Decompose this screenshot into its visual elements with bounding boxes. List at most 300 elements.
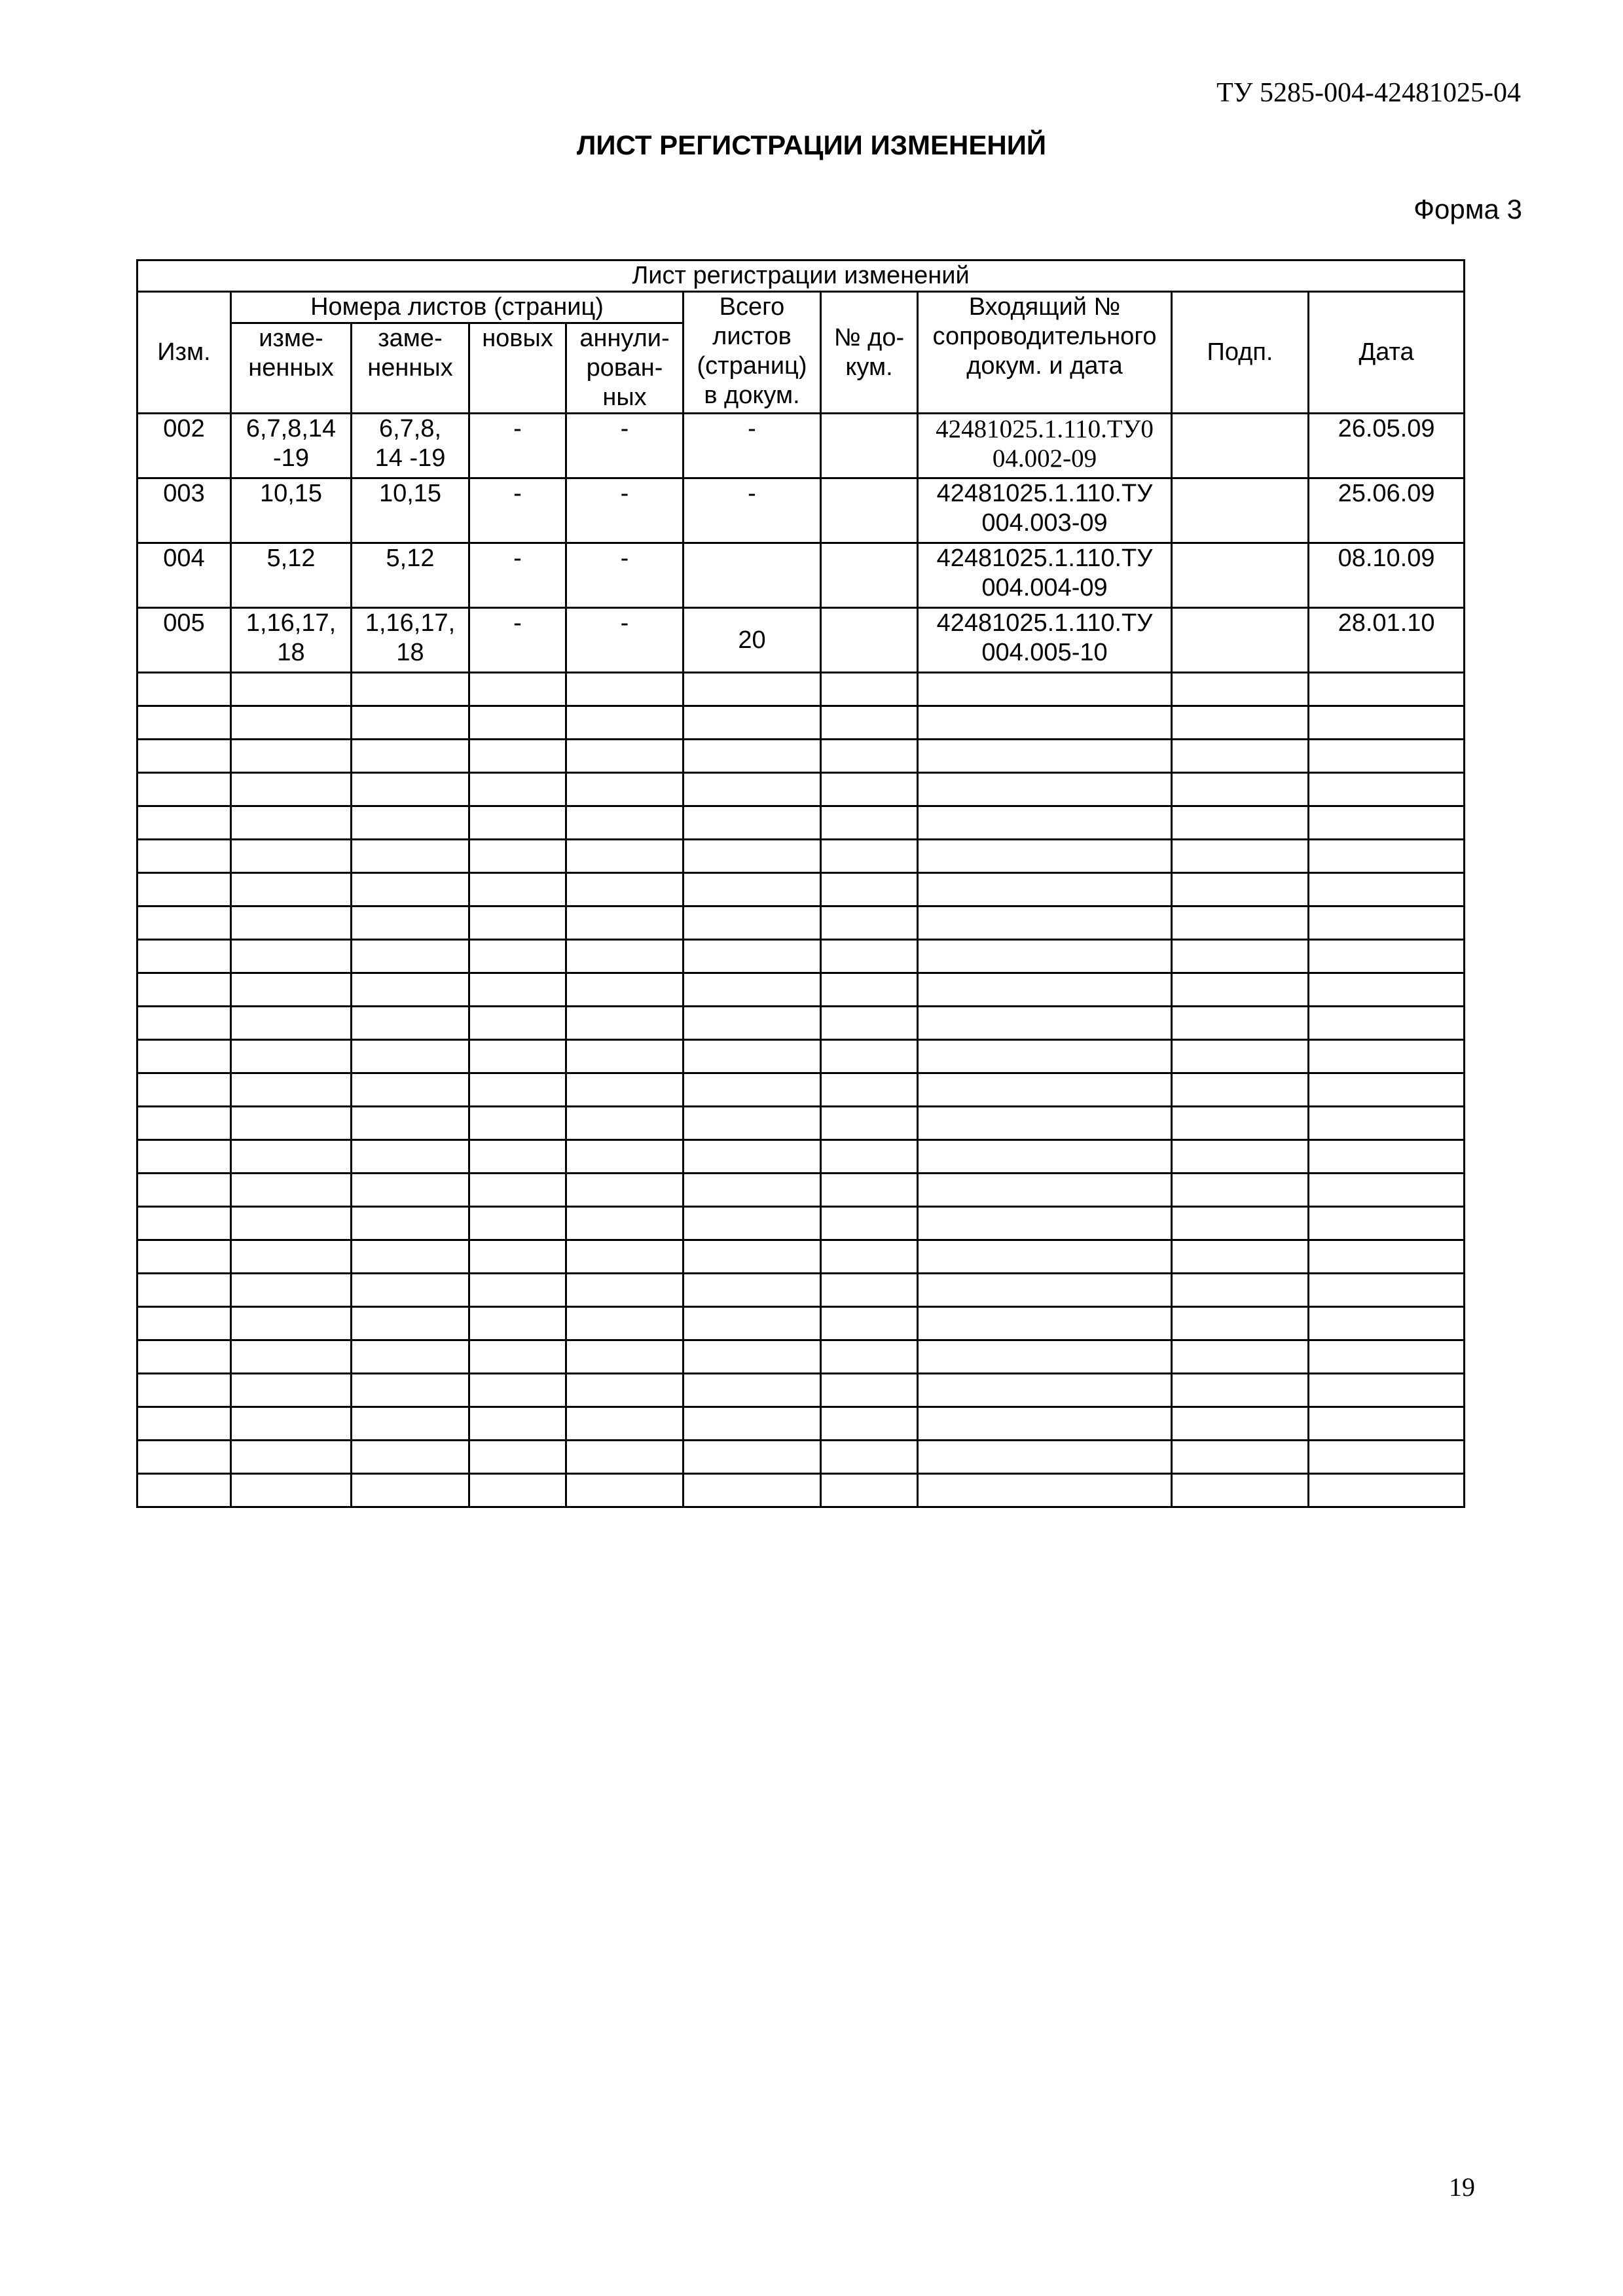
- empty-cell: [821, 1040, 918, 1073]
- empty-cell: [821, 973, 918, 1007]
- empty-cell: [821, 906, 918, 940]
- cell-total: -: [684, 478, 821, 543]
- empty-cell: [821, 1240, 918, 1274]
- empty-cell: [352, 740, 469, 773]
- empty-cell: [352, 1407, 469, 1441]
- empty-cell: [1172, 1274, 1309, 1307]
- empty-cell: [1172, 1374, 1309, 1407]
- empty-cell: [566, 1073, 684, 1107]
- empty-cell: [469, 906, 566, 940]
- empty-cell: [1309, 1140, 1465, 1174]
- empty-cell: [918, 673, 1172, 706]
- header-changed: изме- ненных: [231, 323, 352, 414]
- empty-cell: [137, 1374, 231, 1407]
- empty-cell: [469, 740, 566, 773]
- empty-cell: [566, 1407, 684, 1441]
- empty-cell: [137, 706, 231, 740]
- empty-cell: [1309, 1407, 1465, 1441]
- cell-sign: [1172, 414, 1309, 478]
- empty-cell: [469, 773, 566, 806]
- empty-cell: [1309, 1107, 1465, 1140]
- empty-cell: [566, 1274, 684, 1307]
- empty-cell: [918, 1174, 1172, 1207]
- empty-cell: [231, 973, 352, 1007]
- empty-cell: [918, 1441, 1172, 1474]
- cell-sign: [1172, 478, 1309, 543]
- empty-cell: [469, 840, 566, 873]
- empty-cell: [469, 1040, 566, 1073]
- empty-table-row: [137, 1274, 1465, 1307]
- empty-cell: [918, 1307, 1172, 1340]
- empty-cell: [821, 1207, 918, 1240]
- empty-cell: [469, 1240, 566, 1274]
- empty-table-row: [137, 1474, 1465, 1507]
- empty-cell: [821, 740, 918, 773]
- empty-cell: [231, 940, 352, 973]
- empty-cell: [918, 1207, 1172, 1240]
- empty-cell: [137, 1207, 231, 1240]
- cell-replaced: 5,12: [352, 543, 469, 608]
- empty-cell: [566, 973, 684, 1007]
- cell-incoming: 42481025.1.110.ТУ0 04.002-09: [918, 414, 1172, 478]
- empty-cell: [566, 840, 684, 873]
- cell-incoming: 42481025.1.110.ТУ 004.004-09: [918, 543, 1172, 608]
- empty-cell: [231, 1474, 352, 1507]
- empty-cell: [352, 1374, 469, 1407]
- empty-cell: [1309, 740, 1465, 773]
- empty-cell: [469, 1007, 566, 1040]
- empty-cell: [684, 1307, 821, 1340]
- empty-cell: [684, 1007, 821, 1040]
- empty-cell: [137, 1340, 231, 1374]
- empty-cell: [821, 673, 918, 706]
- empty-table-row: [137, 973, 1465, 1007]
- empty-table-row: [137, 1107, 1465, 1140]
- empty-table-row: [137, 773, 1465, 806]
- table-header-row: [137, 292, 1465, 323]
- empty-cell: [918, 1040, 1172, 1073]
- empty-cell: [821, 706, 918, 740]
- empty-cell: [137, 1441, 231, 1474]
- empty-cell: [231, 840, 352, 873]
- empty-table-row: [137, 706, 1465, 740]
- empty-cell: [684, 1374, 821, 1407]
- empty-cell: [821, 1407, 918, 1441]
- empty-cell: [137, 840, 231, 873]
- empty-cell: [1309, 873, 1465, 906]
- empty-table-row: [137, 1340, 1465, 1374]
- empty-cell: [821, 1107, 918, 1140]
- empty-cell: [566, 773, 684, 806]
- header-total-sheets: Всего листов (страниц) в докум.: [684, 292, 821, 414]
- empty-cell: [231, 740, 352, 773]
- empty-cell: [1309, 940, 1465, 973]
- empty-cell: [352, 1441, 469, 1474]
- page-title: ЛИСТ РЕГИСТРАЦИИ ИЗМЕНЕНИЙ: [576, 130, 1047, 160]
- empty-cell: [918, 906, 1172, 940]
- empty-cell: [684, 1240, 821, 1274]
- empty-cell: [1172, 1007, 1309, 1040]
- cell-incoming: 42481025.1.110.ТУ 004.003-09: [918, 478, 1172, 543]
- empty-cell: [352, 973, 469, 1007]
- empty-cell: [352, 940, 469, 973]
- empty-cell: [1172, 706, 1309, 740]
- cell-sign: [1172, 543, 1309, 608]
- empty-cell: [469, 1174, 566, 1207]
- empty-table-row: [137, 1307, 1465, 1340]
- empty-cell: [566, 1374, 684, 1407]
- header-signature: Подп.: [1172, 292, 1309, 414]
- empty-cell: [684, 1407, 821, 1441]
- empty-cell: [684, 1474, 821, 1507]
- empty-cell: [918, 1274, 1172, 1307]
- header-sheet-numbers: Номера листов (страниц): [231, 292, 684, 323]
- header-incoming-doc: Входящий № сопроводительного докум. и дата: [918, 292, 1172, 414]
- empty-cell: [684, 1140, 821, 1174]
- empty-table-row: [137, 1441, 1465, 1474]
- empty-cell: [1172, 673, 1309, 706]
- empty-cell: [684, 673, 821, 706]
- empty-cell: [1309, 1207, 1465, 1240]
- empty-cell: [821, 1441, 918, 1474]
- empty-cell: [684, 1073, 821, 1107]
- empty-cell: [469, 873, 566, 906]
- empty-cell: [566, 1040, 684, 1073]
- empty-cell: [821, 873, 918, 906]
- empty-cell: [684, 840, 821, 873]
- empty-cell: [1172, 1474, 1309, 1507]
- empty-cell: [821, 1007, 918, 1040]
- empty-cell: [231, 773, 352, 806]
- empty-cell: [469, 706, 566, 740]
- empty-cell: [1172, 1340, 1309, 1374]
- empty-cell: [821, 940, 918, 973]
- empty-table-row: [137, 1073, 1465, 1107]
- empty-cell: [918, 1240, 1172, 1274]
- empty-cell: [137, 1174, 231, 1207]
- cell-new: -: [469, 478, 566, 543]
- cell-replaced: 10,15: [352, 478, 469, 543]
- empty-cell: [352, 1274, 469, 1307]
- empty-cell: [137, 906, 231, 940]
- empty-cell: [684, 906, 821, 940]
- empty-cell: [469, 1374, 566, 1407]
- empty-cell: [137, 1007, 231, 1040]
- empty-table-row: [137, 1040, 1465, 1073]
- empty-cell: [1172, 873, 1309, 906]
- empty-cell: [684, 1274, 821, 1307]
- empty-cell: [918, 973, 1172, 1007]
- empty-table-row: [137, 1174, 1465, 1207]
- header-replaced: заме- ненных: [352, 323, 469, 414]
- empty-cell: [684, 773, 821, 806]
- cell-replaced: 1,16,17, 18: [352, 608, 469, 673]
- empty-cell: [566, 673, 684, 706]
- empty-cell: [1309, 973, 1465, 1007]
- empty-cell: [1172, 1040, 1309, 1073]
- empty-cell: [469, 1274, 566, 1307]
- empty-cell: [137, 1274, 231, 1307]
- cell-date: 26.05.09: [1309, 414, 1465, 478]
- empty-cell: [469, 1107, 566, 1140]
- table-row: [137, 608, 1465, 673]
- empty-cell: [1172, 1073, 1309, 1107]
- empty-cell: [918, 873, 1172, 906]
- empty-cell: [1172, 1207, 1309, 1240]
- empty-cell: [566, 1107, 684, 1140]
- empty-cell: [918, 1340, 1172, 1374]
- empty-cell: [137, 740, 231, 773]
- empty-cell: [1172, 740, 1309, 773]
- empty-cell: [1172, 773, 1309, 806]
- cell-new: -: [469, 414, 566, 478]
- empty-cell: [1309, 1307, 1465, 1340]
- empty-cell: [684, 740, 821, 773]
- empty-cell: [352, 1107, 469, 1140]
- empty-cell: [821, 806, 918, 840]
- cell-changed: 5,12: [231, 543, 352, 608]
- empty-cell: [137, 940, 231, 973]
- empty-cell: [231, 1307, 352, 1340]
- empty-cell: [231, 1040, 352, 1073]
- empty-cell: [918, 1374, 1172, 1407]
- empty-cell: [1309, 840, 1465, 873]
- empty-cell: [469, 940, 566, 973]
- empty-cell: [566, 906, 684, 940]
- empty-cell: [352, 1007, 469, 1040]
- cell-date: 28.01.10: [1309, 608, 1465, 673]
- cell-date: 25.06.09: [1309, 478, 1465, 543]
- empty-cell: [566, 1307, 684, 1340]
- empty-cell: [469, 1340, 566, 1374]
- empty-cell: [566, 706, 684, 740]
- table-row: [137, 478, 1465, 543]
- empty-cell: [469, 1441, 566, 1474]
- cell-changed: 10,15: [231, 478, 352, 543]
- empty-cell: [1309, 1174, 1465, 1207]
- empty-table-row: [137, 740, 1465, 773]
- empty-cell: [352, 1340, 469, 1374]
- empty-cell: [684, 1340, 821, 1374]
- cell-izm: 005: [137, 608, 231, 673]
- document-code: ТУ 5285-004-42481025-04: [1216, 78, 1521, 108]
- empty-table-row: [137, 1374, 1465, 1407]
- empty-cell: [231, 906, 352, 940]
- empty-cell: [684, 1174, 821, 1207]
- empty-cell: [1172, 806, 1309, 840]
- cell-new: -: [469, 608, 566, 673]
- empty-cell: [231, 673, 352, 706]
- cell-new: -: [469, 543, 566, 608]
- empty-cell: [137, 1307, 231, 1340]
- form-label: Форма 3: [1413, 194, 1522, 224]
- empty-cell: [1172, 1107, 1309, 1140]
- cell-date: 08.10.09: [1309, 543, 1465, 608]
- empty-cell: [566, 1340, 684, 1374]
- empty-cell: [1172, 1240, 1309, 1274]
- empty-cell: [231, 1007, 352, 1040]
- empty-cell: [566, 1474, 684, 1507]
- empty-cell: [684, 973, 821, 1007]
- empty-cell: [821, 1140, 918, 1174]
- empty-cell: [352, 906, 469, 940]
- cell-replaced: 6,7,8, 14 -19: [352, 414, 469, 478]
- empty-cell: [566, 1240, 684, 1274]
- empty-table-row: [137, 806, 1465, 840]
- empty-cell: [352, 706, 469, 740]
- empty-cell: [352, 1174, 469, 1207]
- empty-cell: [1309, 806, 1465, 840]
- cell-annulled: -: [566, 478, 684, 543]
- empty-cell: [684, 940, 821, 973]
- empty-cell: [821, 1374, 918, 1407]
- empty-cell: [1172, 1174, 1309, 1207]
- empty-cell: [469, 806, 566, 840]
- empty-cell: [1309, 1240, 1465, 1274]
- empty-cell: [1172, 906, 1309, 940]
- empty-table-row: [137, 1240, 1465, 1274]
- cell-annulled: -: [566, 543, 684, 608]
- empty-cell: [137, 1073, 231, 1107]
- cell-changed: 6,7,8,14 -19: [231, 414, 352, 478]
- empty-cell: [684, 1207, 821, 1240]
- cell-izm: 004: [137, 543, 231, 608]
- empty-cell: [1309, 1274, 1465, 1307]
- empty-cell: [566, 1207, 684, 1240]
- header-annulled: аннули- рован- ных: [566, 323, 684, 414]
- empty-table-row: [137, 1140, 1465, 1174]
- empty-cell: [821, 840, 918, 873]
- empty-cell: [231, 1073, 352, 1107]
- empty-cell: [918, 773, 1172, 806]
- empty-cell: [566, 1441, 684, 1474]
- empty-cell: [137, 873, 231, 906]
- table-caption-row: [137, 260, 1465, 292]
- empty-cell: [918, 740, 1172, 773]
- empty-cell: [1172, 840, 1309, 873]
- empty-cell: [1309, 1040, 1465, 1073]
- table-caption: Лист регистрации изменений: [137, 260, 1465, 292]
- empty-cell: [1309, 673, 1465, 706]
- empty-cell: [231, 806, 352, 840]
- cell-changed: 1,16,17, 18: [231, 608, 352, 673]
- cell-docnum: [821, 414, 918, 478]
- cell-annulled: -: [566, 414, 684, 478]
- empty-cell: [918, 706, 1172, 740]
- empty-cell: [684, 706, 821, 740]
- empty-table-row: [137, 1007, 1465, 1040]
- empty-cell: [352, 673, 469, 706]
- header-izm: Изм.: [137, 292, 231, 414]
- empty-cell: [231, 1407, 352, 1441]
- cell-izm: 003: [137, 478, 231, 543]
- empty-cell: [137, 1240, 231, 1274]
- empty-cell: [137, 806, 231, 840]
- empty-cell: [352, 1073, 469, 1107]
- empty-cell: [821, 773, 918, 806]
- empty-cell: [918, 1107, 1172, 1140]
- cell-total: 20: [684, 608, 821, 673]
- cell-total: -: [684, 414, 821, 478]
- empty-cell: [1309, 1474, 1465, 1507]
- header-date: Дата: [1309, 292, 1465, 414]
- empty-cell: [684, 1107, 821, 1140]
- empty-cell: [469, 673, 566, 706]
- empty-cell: [352, 1474, 469, 1507]
- empty-cell: [469, 1207, 566, 1240]
- empty-cell: [1172, 1307, 1309, 1340]
- empty-cell: [352, 1207, 469, 1240]
- empty-cell: [352, 773, 469, 806]
- empty-cell: [137, 1040, 231, 1073]
- empty-cell: [352, 1307, 469, 1340]
- empty-cell: [566, 873, 684, 906]
- empty-cell: [684, 806, 821, 840]
- empty-cell: [469, 1474, 566, 1507]
- header-doc-number: № до- кум.: [821, 292, 918, 414]
- empty-cell: [821, 1474, 918, 1507]
- empty-cell: [1309, 706, 1465, 740]
- empty-cell: [1309, 1073, 1465, 1107]
- empty-cell: [566, 940, 684, 973]
- empty-cell: [352, 873, 469, 906]
- empty-cell: [566, 1007, 684, 1040]
- empty-cell: [352, 1040, 469, 1073]
- empty-table-row: [137, 1407, 1465, 1441]
- empty-cell: [684, 1040, 821, 1073]
- empty-cell: [566, 740, 684, 773]
- empty-cell: [1172, 973, 1309, 1007]
- table-row: [137, 414, 1465, 478]
- empty-cell: [137, 673, 231, 706]
- empty-cell: [684, 873, 821, 906]
- empty-cell: [231, 1174, 352, 1207]
- empty-cell: [566, 1174, 684, 1207]
- empty-cell: [918, 940, 1172, 973]
- empty-cell: [231, 1207, 352, 1240]
- empty-cell: [231, 1274, 352, 1307]
- empty-cell: [231, 1374, 352, 1407]
- empty-cell: [137, 1107, 231, 1140]
- cell-annulled: -: [566, 608, 684, 673]
- empty-cell: [1309, 906, 1465, 940]
- header-new: новых: [469, 323, 566, 414]
- empty-table-row: [137, 940, 1465, 973]
- cell-docnum: [821, 543, 918, 608]
- empty-cell: [918, 1007, 1172, 1040]
- empty-table-row: [137, 906, 1465, 940]
- cell-izm: 002: [137, 414, 231, 478]
- empty-cell: [1309, 1441, 1465, 1474]
- empty-cell: [1172, 940, 1309, 973]
- empty-table-row: [137, 673, 1465, 706]
- empty-cell: [231, 1340, 352, 1374]
- empty-cell: [137, 1140, 231, 1174]
- empty-cell: [137, 1474, 231, 1507]
- empty-table-row: [137, 873, 1465, 906]
- cell-sign: [1172, 608, 1309, 673]
- page-number: 19: [1449, 2172, 1475, 2202]
- empty-cell: [566, 1140, 684, 1174]
- empty-cell: [352, 806, 469, 840]
- cell-docnum: [821, 478, 918, 543]
- cell-incoming: 42481025.1.110.ТУ 004.005-10: [918, 608, 1172, 673]
- empty-cell: [469, 1307, 566, 1340]
- empty-cell: [469, 973, 566, 1007]
- empty-cell: [469, 1140, 566, 1174]
- empty-cell: [918, 1073, 1172, 1107]
- table-row: [137, 543, 1465, 608]
